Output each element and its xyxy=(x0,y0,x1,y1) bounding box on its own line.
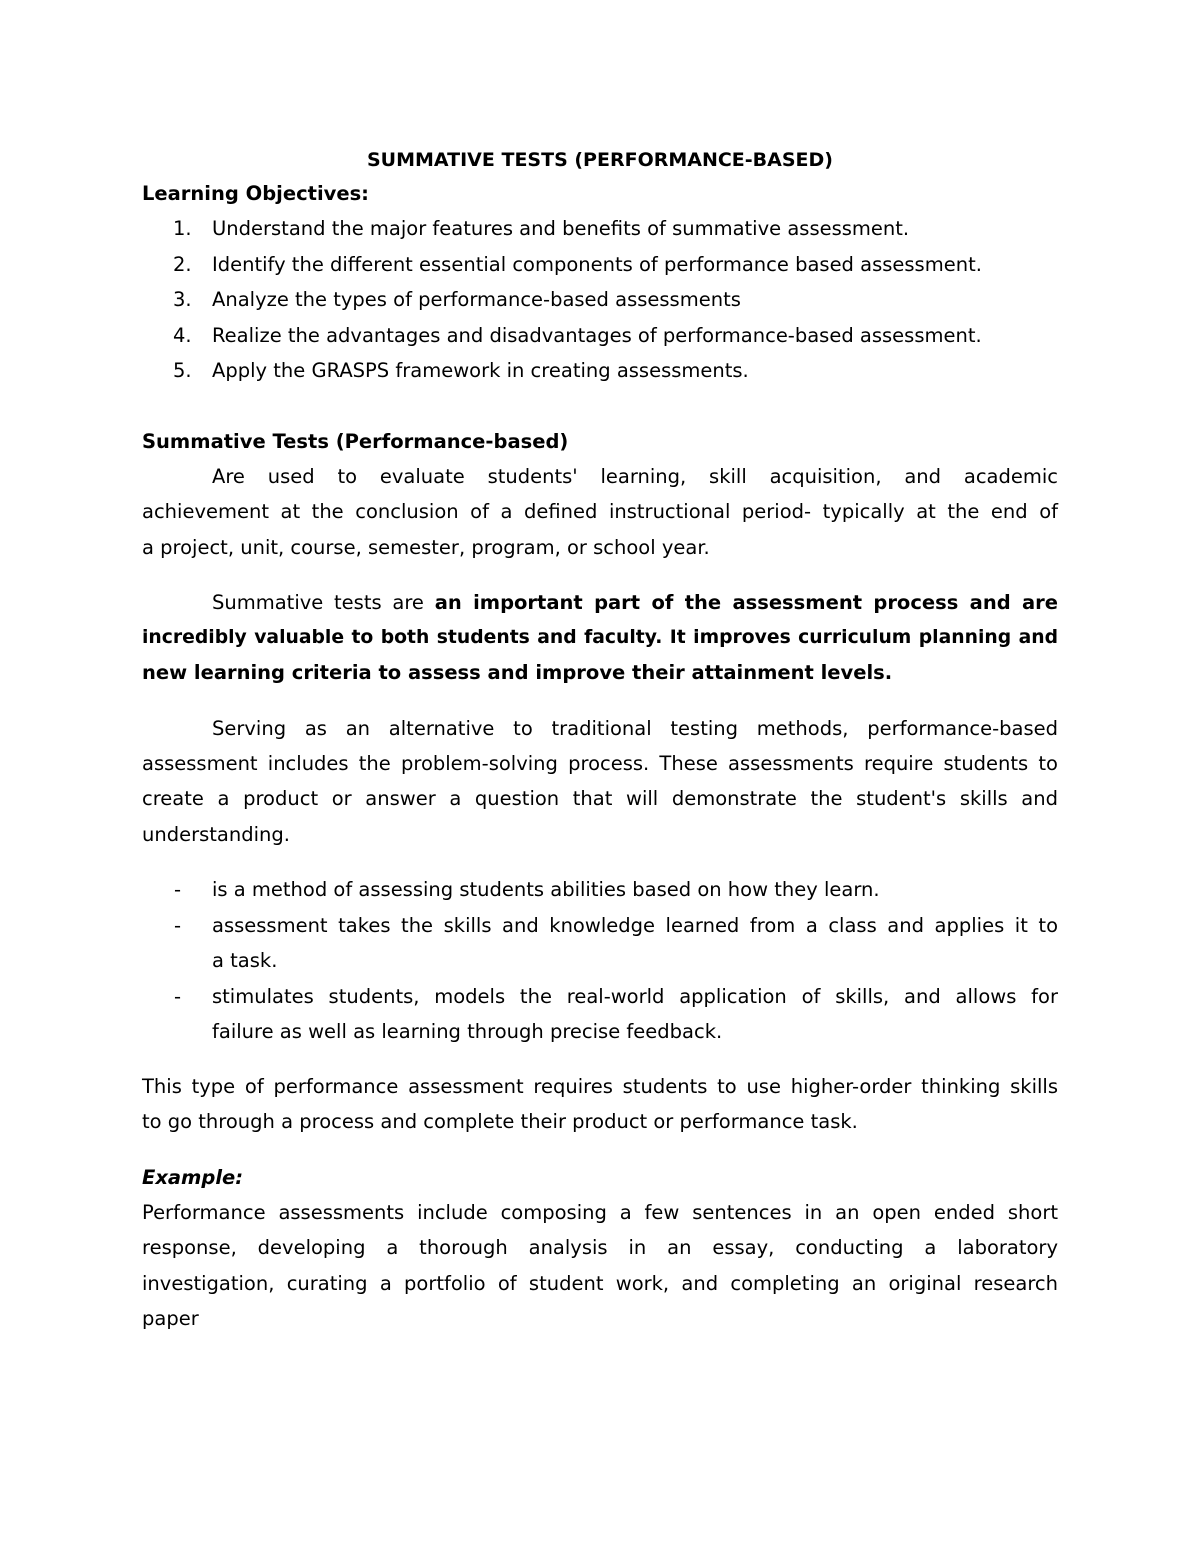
bullet-item: stimulates students, models the real-world application of skills, and allows for xyxy=(212,985,1058,1008)
objective-item: Analyze the types of performance-based assessments xyxy=(212,288,741,311)
paragraph-line: understanding. xyxy=(142,823,290,846)
paragraph-line: achievement at the conclusion of a defined instructional period- typically at the end of xyxy=(142,500,1058,523)
bullet-item-continued: a task. xyxy=(212,949,278,972)
example-heading: Example: xyxy=(142,1166,244,1189)
paragraph-line xyxy=(212,591,1058,615)
objectives-heading: Learning Objectives: xyxy=(142,182,369,205)
objective-number: 2. xyxy=(173,253,192,276)
objective-item: Understand the major features and benefits of summative assessment. xyxy=(212,217,910,240)
bullet-dash: - xyxy=(174,878,182,901)
paragraph-text: Summative tests are xyxy=(212,591,435,614)
paragraph-line: Serving as an alternative to traditional testing methods, performance-based xyxy=(212,717,1058,740)
page-title: SUMMATIVE TESTS (PERFORMANCE-BASED) xyxy=(367,149,833,171)
paragraph-line: investigation, curating a portfolio of student work, and completing an original research xyxy=(142,1272,1058,1295)
paragraph-line: Performance assessments include composing a few sentences in an open ended short xyxy=(142,1201,1058,1224)
section-heading: Summative Tests (Performance-based) xyxy=(142,430,569,453)
bullet-dash: - xyxy=(174,985,182,1008)
objective-item: Apply the GRASPS framework in creating assessments. xyxy=(212,359,749,382)
paragraph-line: response, developing a thorough analysis in an essay, conducting a laboratory xyxy=(142,1236,1058,1259)
objective-number: 4. xyxy=(173,324,192,347)
emphasis-line: incredibly valuable to both students and faculty. It improves curriculum planning and xyxy=(142,627,1058,648)
objective-number: 5. xyxy=(173,359,192,382)
emphasis-text: an important part of the assessment process and are xyxy=(434,591,1059,614)
paragraph-line: This type of performance assessment requires students to use higher-order thinking skills xyxy=(142,1075,1058,1098)
objective-number: 1. xyxy=(173,217,192,240)
paragraph-line: to go through a process and complete their product or performance task. xyxy=(142,1110,858,1133)
objective-item: Identify the different essential components of performance based assessment. xyxy=(212,253,982,276)
objective-item: Realize the advantages and disadvantages of performance-based assessment. xyxy=(212,324,982,347)
emphasis-line: new learning criteria to assess and improve their attainment levels. xyxy=(142,661,893,684)
paragraph-line: a project, unit, course, semester, program, or school year. xyxy=(142,536,710,559)
paragraph-line: assessment includes the problem-solving process. These assessments require students to xyxy=(142,752,1058,775)
paragraph-line: Are used to evaluate students' learning, skill acquisition, and academic xyxy=(212,465,1058,488)
bullet-dash: - xyxy=(174,914,182,937)
paragraph-line: create a product or answer a question that will demonstrate the student's skills and xyxy=(142,787,1058,810)
bullet-item: is a method of assessing students abilities based on how they learn. xyxy=(212,878,880,901)
bullet-item: assessment takes the skills and knowledge learned from a class and applies it to xyxy=(212,914,1058,937)
bullet-item-continued: failure as well as learning through precise feedback. xyxy=(212,1020,723,1043)
objective-number: 3. xyxy=(173,288,192,311)
paragraph-line: paper xyxy=(142,1307,199,1330)
